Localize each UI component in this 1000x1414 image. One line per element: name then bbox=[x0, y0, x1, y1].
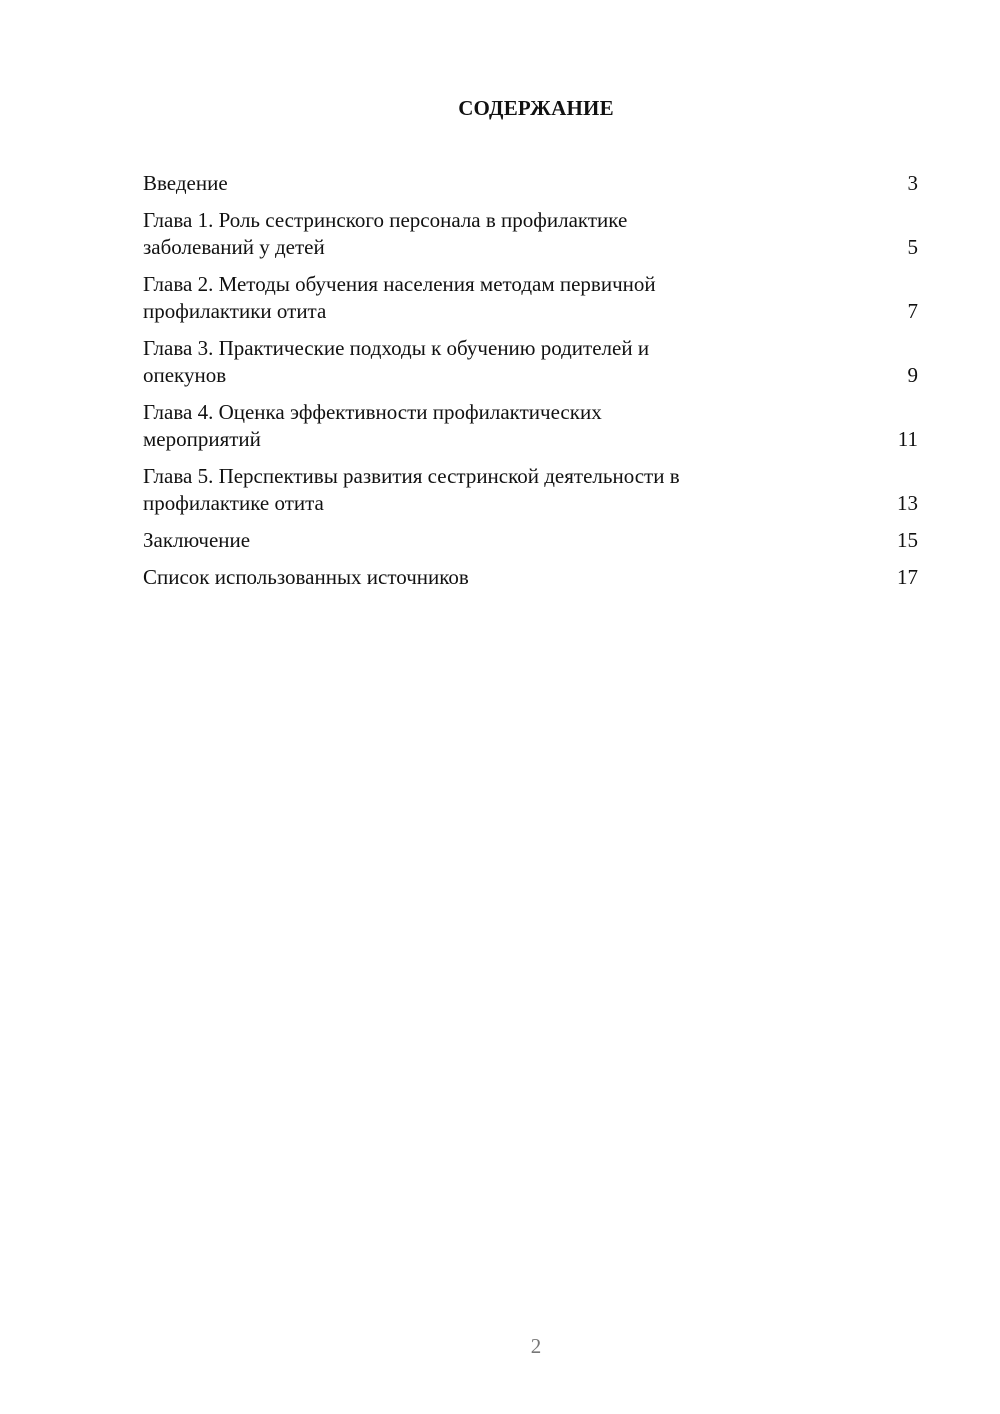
toc-entry-text: Глава 3. Практические подходы к обучению родителей и bbox=[143, 336, 650, 360]
toc-entry-chapter-4 bbox=[143, 399, 918, 453]
toc-entry-text: профилактики отита bbox=[143, 299, 327, 323]
toc-entry-introduction bbox=[143, 170, 918, 197]
toc-entry-text: Глава 1. Роль сестринского персонала в профилактике bbox=[143, 208, 628, 232]
toc-entry-text: Глава 2. Методы обучения населения методам первичной bbox=[143, 272, 656, 296]
table-of-contents bbox=[143, 170, 918, 601]
toc-entry-text: Глава 4. Оценка эффективности профилактических bbox=[143, 400, 602, 424]
toc-entry-text: профилактике отита bbox=[143, 491, 324, 515]
toc-entry-page: 3 bbox=[907, 171, 918, 195]
toc-entry-chapter-5 bbox=[143, 463, 918, 517]
toc-entry-text: опекунов bbox=[143, 363, 227, 387]
toc-entry-page: 5 bbox=[907, 235, 918, 259]
toc-entry-text: Список использованных источников bbox=[143, 565, 469, 589]
page-title: СОДЕРЖАНИЕ bbox=[458, 96, 614, 120]
toc-entry-chapter-2 bbox=[143, 271, 918, 325]
toc-entry-chapter-1 bbox=[143, 207, 918, 261]
toc-entry-chapter-3 bbox=[143, 335, 918, 389]
toc-entry-text: заболеваний у детей bbox=[143, 235, 325, 259]
toc-entry-page: 13 bbox=[897, 491, 918, 515]
toc-entry-page: 7 bbox=[907, 299, 918, 323]
toc-entry-page: 17 bbox=[897, 565, 918, 589]
toc-entry-text: мероприятий bbox=[143, 427, 261, 451]
page-number: 2 bbox=[530, 1334, 542, 1358]
toc-entry-text: Введение bbox=[143, 171, 228, 195]
toc-entry-page: 11 bbox=[897, 427, 918, 451]
toc-entry-page: 15 bbox=[897, 528, 918, 552]
toc-entry-page: 9 bbox=[907, 363, 918, 387]
toc-entry-text: Заключение bbox=[143, 528, 251, 552]
toc-entry-conclusion bbox=[143, 527, 918, 554]
toc-entry-text: Глава 5. Перспективы развития сестринской деятельности в bbox=[143, 464, 680, 488]
toc-entry-references bbox=[143, 564, 918, 591]
